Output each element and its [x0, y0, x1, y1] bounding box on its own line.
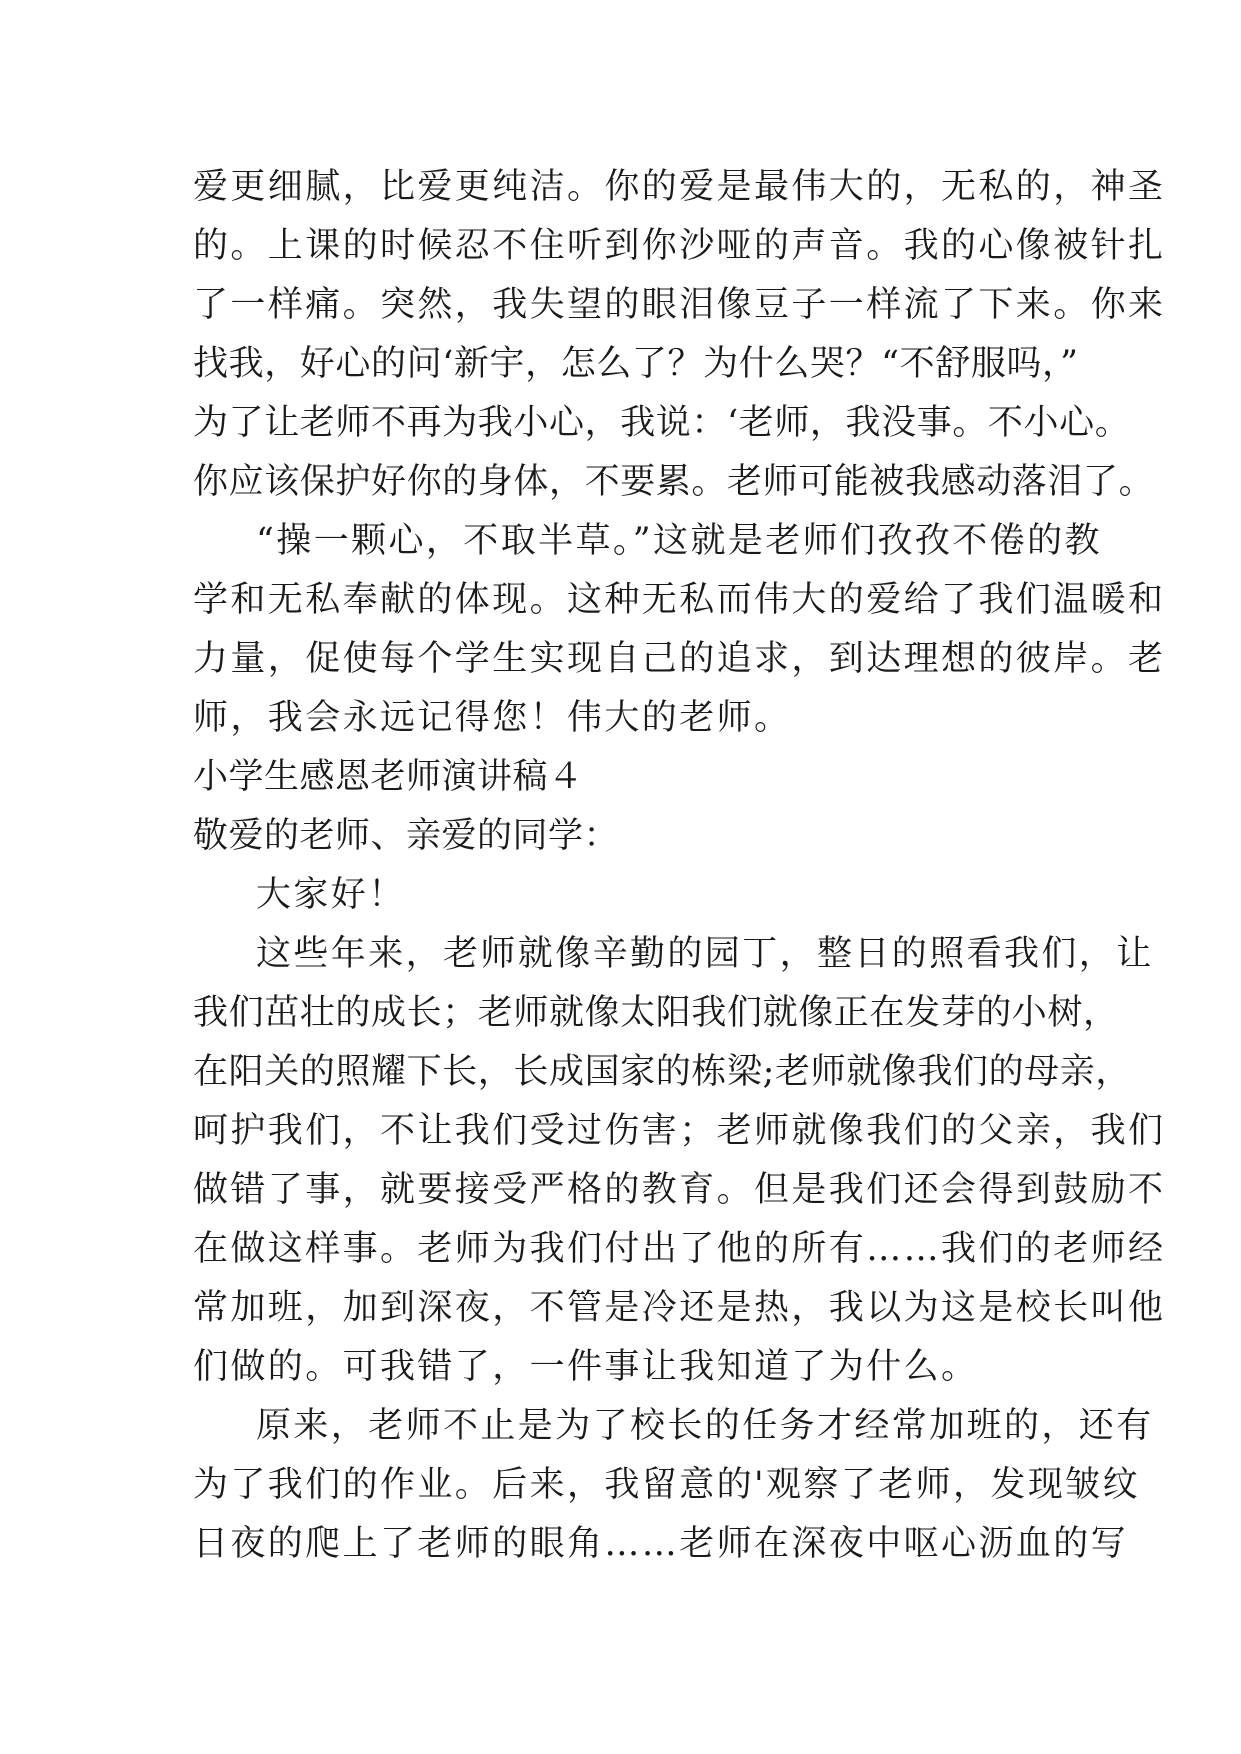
text-line: 学和无私奉献的体现。这种无私而伟大的爱给了我们温暖和 — [193, 580, 1166, 620]
paragraph-first-line: 这些年来，老师就像辛勤的园丁，整日的照看我们，让 — [256, 934, 1154, 974]
text-line: 了一样痛。突然，我失望的眼泪像豆子一样流了下来。你来 — [193, 285, 1166, 325]
text-line: 爱更细腻，比爱更纯洁。你的爱是最伟大的，无私的，神圣 — [193, 167, 1166, 207]
document-body — [193, 158, 1166, 1574]
text-line: 呵护我们，不让我们受过伤害；老师就像我们的父亲，我们 — [193, 1111, 1166, 1151]
text-line: 力量，促使每个学生实现自己的追求，到达理想的彼岸。老 — [193, 639, 1166, 679]
text-line: 找我，好心的问‘新宇，怎么了？为什么哭？“不舒服吗，” — [193, 344, 1079, 384]
text-line: 我们茁壮的成长；老师就像太阳我们就像正在发芽的小树， — [193, 993, 1119, 1033]
section-title: 小学生感恩老师演讲稿４ — [193, 757, 584, 797]
text-line: 为了让老师不再为我小心，我说：‘老师，我没事。不小心。 — [193, 403, 1131, 443]
text-line: 在阳关的照耀下长，长成国家的栋梁;老师就像我们的母亲， — [193, 1052, 1131, 1092]
greeting: 大家好！ — [256, 875, 406, 915]
text-line: 做错了事，就要接受严格的教育。但是我们还会得到鼓励不 — [193, 1170, 1166, 1210]
text-line: 们做的。可我错了，一件事让我知道了为什么。 — [193, 1347, 979, 1387]
text-line: 为了我们的作业。后来，我留意的'观察了老师，发现皱纹 — [193, 1465, 1141, 1505]
text-line: 的。上课的时候忍不住听到你沙哑的声音。我的心像被针扎 — [193, 226, 1166, 266]
paragraph-first-line: “操一颗心，不取半草。”这就是老师们孜孜不倦的教 — [256, 521, 1102, 561]
text-line: 你应该保护好你的身体，不要累。老师可能被我感动落泪了。 — [193, 462, 1155, 502]
text-line: 常加班，加到深夜，不管是冷还是热，我以为这是校长叫他 — [193, 1288, 1166, 1328]
text-line: 师，我会永远记得您！伟大的老师。 — [193, 698, 792, 738]
text-line: 在做这样事。老师为我们付出了他的所有……我们的老师经 — [193, 1229, 1166, 1269]
paragraph-first-line: 原来，老师不止是为了校长的任务才经常加班的，还有 — [256, 1406, 1154, 1446]
salutation: 敬爱的老师、亲爱的同学： — [193, 816, 620, 856]
text-line: 日夜的爬上了老师的眼角……老师在深夜中呕心沥血的写 — [193, 1524, 1129, 1564]
